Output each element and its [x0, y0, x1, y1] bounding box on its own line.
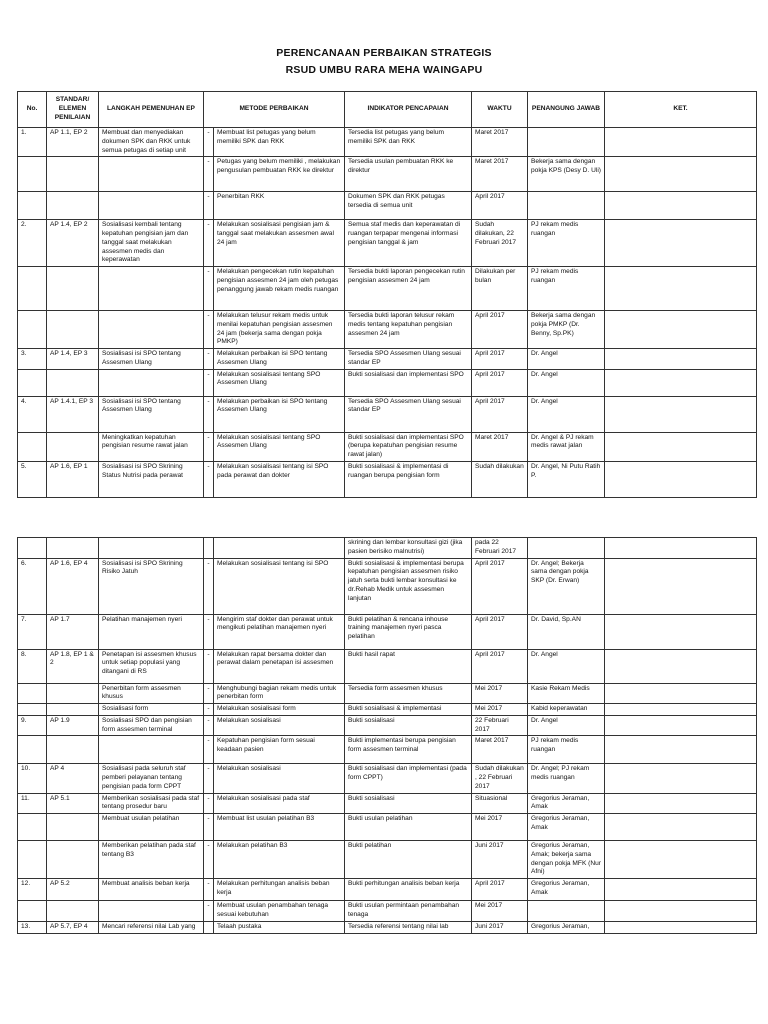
row-standar: [47, 369, 99, 396]
row-indikator: Bukti implementasi berupa pengisian form assesmen terminal: [345, 736, 472, 764]
row-number: 5.: [18, 462, 47, 498]
row-metode: Petugas yang belum memiliki , melakukan pengusulan pembuatan RKK ke direktur: [214, 157, 345, 192]
row-indikator: Bukti usulan permintaan penambahan tenaga: [345, 901, 472, 922]
row-langkah: Membuat analisis beban kerja: [99, 879, 204, 901]
table-row: [18, 432, 757, 461]
row-langkah: [99, 369, 204, 396]
row-penanggung-jawab: Dr. Angel: [528, 396, 605, 432]
table-row: [18, 192, 757, 220]
row-langkah: Sosialisasi isi SPO Skrining Risiko Jatuh: [99, 558, 204, 614]
row-penanggung-jawab: PJ rekam medis ruangan: [528, 220, 605, 267]
table-row: [18, 614, 757, 649]
table-row: [18, 715, 757, 736]
row-metode: Melakukan sosialisasi: [214, 715, 345, 736]
row-standar: [47, 683, 99, 704]
row-metode: Penerbitan RKK: [214, 192, 345, 220]
row-langkah: [99, 311, 204, 349]
row-number: 6.: [18, 558, 47, 614]
row-metode: Melakukan sosialisasi pengisian jam & tanggal saat melakukan assesmen awal 24 jam: [214, 220, 345, 267]
row-standar: [47, 901, 99, 922]
row-waktu: Sudah dilakukan , 22 Februari 2017: [472, 764, 528, 793]
row-bullet: -: [204, 736, 214, 764]
table-row: [18, 901, 757, 922]
row-ket: [605, 921, 757, 933]
row-bullet: -: [204, 841, 214, 879]
row-metode: [214, 538, 345, 559]
table-row: [18, 879, 757, 901]
row-waktu: April 2017: [472, 192, 528, 220]
row-standar: [47, 157, 99, 192]
row-bullet: -: [204, 793, 214, 814]
row-penanggung-jawab: [528, 192, 605, 220]
row-langkah: [99, 736, 204, 764]
row-langkah: Sosialisasi isi SPO tentang Assesmen Ulang: [99, 349, 204, 370]
row-indikator: Tersedia referensi tentang nilai lab: [345, 921, 472, 933]
row-standar: AP 5.7, EP 4: [47, 921, 99, 933]
row-langkah: Memberikan sosialisasi pada staf tentang prosedur baru: [99, 793, 204, 814]
row-metode: Melakukan sosialisasi tentang isi SPO pada perawat dan dokter: [214, 462, 345, 498]
row-langkah: Penerbitan form assesmen khusus: [99, 683, 204, 704]
row-standar: AP 1.4, EP 2: [47, 220, 99, 267]
row-penanggung-jawab: Bekerja sama dengan pokja PMKP (Dr. Benny, Sp.PK): [528, 311, 605, 349]
row-ket: [605, 704, 757, 716]
row-bullet: -: [204, 267, 214, 311]
row-penanggung-jawab: [528, 538, 605, 559]
header-langkah: LANGKAH PEMENUHAN EP: [99, 92, 204, 128]
table-row: [18, 793, 757, 814]
row-metode: Menghubungi bagian rekam medis untuk penerbitan form: [214, 683, 345, 704]
row-metode: Melakukan telusur rekam medis untuk menilai kepatuhan pengisian assesmen 24 jam (bekerja sama dengan pokja PMKP): [214, 311, 345, 349]
row-bullet: [204, 921, 214, 933]
row-metode: Melakukan perbaikan isi SPO tentang Assesmen Ulang: [214, 349, 345, 370]
row-standar: [47, 192, 99, 220]
table-header-row: [18, 92, 757, 128]
row-penanggung-jawab: Dr. Angel: [528, 369, 605, 396]
row-ket: [605, 349, 757, 370]
row-ket: [605, 715, 757, 736]
table-row: [18, 267, 757, 311]
row-langkah: [99, 267, 204, 311]
row-ket: [605, 683, 757, 704]
row-bullet: -: [204, 369, 214, 396]
row-bullet: -: [204, 192, 214, 220]
row-standar: [47, 538, 99, 559]
table-row: [18, 369, 757, 396]
row-waktu: Mei 2017: [472, 814, 528, 841]
row-bullet: -: [204, 396, 214, 432]
row-bullet: -: [204, 704, 214, 716]
row-number: [18, 814, 47, 841]
row-indikator: Bukti sosialisasi dan implementasi (pada form CPPT): [345, 764, 472, 793]
row-penanggung-jawab: Gregorius Jeraman, Amak: [528, 814, 605, 841]
row-metode: Melakukan pengecekan rutin kepatuhan pengisian assesmen 24 jam oleh petugas penanggung jawab rekam medis ruangan: [214, 267, 345, 311]
row-number: [18, 369, 47, 396]
table-row: [18, 683, 757, 704]
row-indikator: Tersedia SPO Assesmen Ulang sesuai standar EP: [345, 396, 472, 432]
row-langkah: [99, 192, 204, 220]
table-row: [18, 462, 757, 498]
row-indikator: Bukti sosialisasi & implementasi berupa kepatuhan pengisian assesmen risiko jatuh serta bukti lembar konsultasi ke dr.Rehab Medik untuk assesmen lanjutan: [345, 558, 472, 614]
row-penanggung-jawab: Kasie Rekam Medis: [528, 683, 605, 704]
row-bullet: -: [204, 901, 214, 922]
row-number: 10.: [18, 764, 47, 793]
row-ket: [605, 128, 757, 157]
row-penanggung-jawab: Dr. Angel, Ni Putu Ratih P.: [528, 462, 605, 498]
row-ket: [605, 192, 757, 220]
row-ket: [605, 267, 757, 311]
row-number: 1.: [18, 128, 47, 157]
table-row: [18, 349, 757, 370]
row-waktu: Maret 2017: [472, 736, 528, 764]
row-number: 9.: [18, 715, 47, 736]
row-penanggung-jawab: Gregorius Jeraman, Amak; bekerja sama dengan pokja MFK (Nur Afni): [528, 841, 605, 879]
table-row: [18, 814, 757, 841]
row-standar: [47, 704, 99, 716]
row-langkah: Membuat usulan pelatihan: [99, 814, 204, 841]
row-metode: Melakukan rapat bersama dokter dan perawat dalam penetapan isi assesmen: [214, 649, 345, 683]
row-indikator: Tersedia form assesmen khusus: [345, 683, 472, 704]
row-metode: Membuat list usulan pelatihan B3: [214, 814, 345, 841]
row-langkah: [99, 157, 204, 192]
row-number: 13.: [18, 921, 47, 933]
row-number: [18, 192, 47, 220]
document-subtitle: RSUD UMBU RARA MEHA WAINGAPU: [285, 64, 483, 76]
table-row: [18, 128, 757, 157]
row-standar: [47, 736, 99, 764]
row-langkah: Mencari referensi nilai Lab yang: [99, 921, 204, 933]
row-waktu: April 2017: [472, 349, 528, 370]
row-bullet: -: [204, 349, 214, 370]
table-row: [18, 921, 757, 933]
row-waktu: April 2017: [472, 558, 528, 614]
row-standar: AP 1.9: [47, 715, 99, 736]
header-metode: METODE PERBAIKAN: [204, 92, 345, 128]
row-indikator: Tersedia list petugas yang belum memiliki SPK dan RKK: [345, 128, 472, 157]
row-number: [18, 538, 47, 559]
row-indikator: Tersedia SPO Assesmen Ulang sesuai standar EP: [345, 349, 472, 370]
row-number: [18, 311, 47, 349]
row-ket: [605, 841, 757, 879]
table-row: [18, 538, 757, 559]
table-row: [18, 649, 757, 683]
row-langkah: Sosialisasi SPO dan pengisian form assesmen terminal: [99, 715, 204, 736]
row-indikator: Bukti sosialisasi & implementasi di ruangan berupa pengisian form: [345, 462, 472, 498]
row-standar: [47, 814, 99, 841]
row-waktu: pada 22 Februari 2017: [472, 538, 528, 559]
row-indikator: Bukti perhitungan analisis beban kerja: [345, 879, 472, 901]
row-indikator: Bukti pelatihan: [345, 841, 472, 879]
row-metode: Melakukan pelatihan B3: [214, 841, 345, 879]
row-indikator: skrining dan lembar konsultasi gizi (jika pasien berisiko malnutrisi): [345, 538, 472, 559]
row-standar: [47, 841, 99, 879]
row-ket: [605, 369, 757, 396]
row-ket: [605, 614, 757, 649]
row-number: [18, 267, 47, 311]
row-metode: Melakukan sosialisasi tentang isi SPO: [214, 558, 345, 614]
row-metode: Melakukan sosialisasi tentang SPO Assesmen Ulang: [214, 369, 345, 396]
row-langkah: [99, 538, 204, 559]
row-penanggung-jawab: Dr. Angel & PJ rekam medis rawat jalan: [528, 432, 605, 461]
row-penanggung-jawab: Dr. David, Sp.AN: [528, 614, 605, 649]
row-bullet: -: [204, 814, 214, 841]
row-waktu: Juni 2017: [472, 921, 528, 933]
row-number: 11.: [18, 793, 47, 814]
row-ket: [605, 901, 757, 922]
row-number: [18, 683, 47, 704]
row-waktu: 22 Februari 2017: [472, 715, 528, 736]
row-waktu: Maret 2017: [472, 157, 528, 192]
header-waktu: WAKTU: [472, 92, 528, 128]
row-number: [18, 704, 47, 716]
row-number: [18, 901, 47, 922]
header-standar: STANDAR/ ELEMEN PENILAIAN: [47, 92, 99, 128]
row-bullet: -: [204, 614, 214, 649]
table-row: [18, 157, 757, 192]
row-bullet: -: [204, 649, 214, 683]
row-ket: [605, 814, 757, 841]
row-metode: Membuat usulan penambahan tenaga sesuai kebutuhan: [214, 901, 345, 922]
row-langkah: Sosialisasi form: [99, 704, 204, 716]
row-standar: AP 1.8, EP 1 & 2: [47, 649, 99, 683]
row-indikator: Bukti sosialisasi dan implementasi SPO: [345, 369, 472, 396]
table-row: [18, 558, 757, 614]
row-waktu: Juni 2017: [472, 841, 528, 879]
row-ket: [605, 558, 757, 614]
row-bullet: -: [204, 311, 214, 349]
row-indikator: Tersedia bukti laporan pengecekan rutin pengisian assesmen 24 jam: [345, 267, 472, 311]
row-indikator: Tersedia usulan pembuatan RKK ke direktur: [345, 157, 472, 192]
row-waktu: Sudah dilakukan, 22 Februari 2017: [472, 220, 528, 267]
row-ket: [605, 879, 757, 901]
document-title: PERENCANAAN PERBAIKAN STRATEGIS: [276, 47, 492, 59]
row-bullet: -: [204, 432, 214, 461]
row-penanggung-jawab: [528, 901, 605, 922]
row-penanggung-jawab: Gregorius Jeraman,: [528, 921, 605, 933]
row-standar: AP 5.2: [47, 879, 99, 901]
row-metode: Membuat list petugas yang belum memiliki SPK dan RKK: [214, 128, 345, 157]
row-metode: Melakukan perhitungan analisis beban kerja: [214, 879, 345, 901]
table-row: [18, 764, 757, 793]
row-penanggung-jawab: Dr. Angel: [528, 715, 605, 736]
row-number: 12.: [18, 879, 47, 901]
row-standar: AP 1.1, EP 2: [47, 128, 99, 157]
row-langkah: Pelatihan manajemen nyeri: [99, 614, 204, 649]
row-penanggung-jawab: Kabid keperawatan: [528, 704, 605, 716]
row-number: [18, 432, 47, 461]
row-number: [18, 157, 47, 192]
plan-table-page-1: [17, 91, 757, 498]
row-ket: [605, 432, 757, 461]
row-langkah: Sosialisasi kembali tentang kepatuhan pengisian jam dan tanggal saat melakukan assesmen medis dan keperawatan: [99, 220, 204, 267]
row-langkah: Memberikan pelatihan pada staf tentang B3: [99, 841, 204, 879]
row-penanggung-jawab: [528, 128, 605, 157]
row-standar: AP 1.7: [47, 614, 99, 649]
row-langkah: Meningkatkan kepatuhan pengisian resume rawat jalan: [99, 432, 204, 461]
row-bullet: -: [204, 715, 214, 736]
row-langkah: Penetapan isi assesmen khusus untuk setiap populasi yang ditangani di RS: [99, 649, 204, 683]
row-waktu: Maret 2017: [472, 128, 528, 157]
row-ket: [605, 220, 757, 267]
row-penanggung-jawab: Dr. Angel; Bekerja sama dengan pokja SKP (Dr. Erwan): [528, 558, 605, 614]
row-standar: [47, 267, 99, 311]
row-ket: [605, 793, 757, 814]
row-waktu: Maret 2017: [472, 432, 528, 461]
row-ket: [605, 311, 757, 349]
row-indikator: Semua staf medis dan keperawatan di ruangan terpapar mengenai informasi pengisian tanggal & jam: [345, 220, 472, 267]
row-indikator: Dokumen SPK dan RKK petugas tersedia di semua unit: [345, 192, 472, 220]
row-penanggung-jawab: Gregorius Jeraman, Amak: [528, 793, 605, 814]
row-bullet: -: [204, 157, 214, 192]
row-indikator: Bukti sosialisasi: [345, 715, 472, 736]
row-waktu: Sudah dilakukan: [472, 462, 528, 498]
row-standar: AP 1.4, EP 3: [47, 349, 99, 370]
row-penanggung-jawab: Dr. Angel: [528, 649, 605, 683]
row-standar: AP 1.6, EP 1: [47, 462, 99, 498]
row-metode: Melakukan sosialisasi tentang SPO Assesmen Ulang: [214, 432, 345, 461]
row-standar: AP 1.6, EP 4: [47, 558, 99, 614]
row-standar: AP 1.4.1, EP 3: [47, 396, 99, 432]
row-metode: Melakukan sosialisasi: [214, 764, 345, 793]
row-langkah: Sosialisasi pada seluruh staf pemberi pelayanan tentang pengisian pada form CPPT: [99, 764, 204, 793]
row-ket: [605, 396, 757, 432]
table-row: [18, 311, 757, 349]
plan-table-page-2: [17, 537, 757, 934]
row-metode: Telaah pustaka: [214, 921, 345, 933]
row-standar: [47, 311, 99, 349]
table-row: [18, 396, 757, 432]
row-bullet: -: [204, 879, 214, 901]
row-bullet: -: [204, 558, 214, 614]
row-bullet: [204, 538, 214, 559]
table-row: [18, 704, 757, 716]
row-waktu: April 2017: [472, 369, 528, 396]
table-row: [18, 736, 757, 764]
header-penanggung-jawab: PENANGUNG JAWAB: [528, 92, 605, 128]
row-waktu: Mei 2017: [472, 704, 528, 716]
row-number: 2.: [18, 220, 47, 267]
row-penanggung-jawab: Dr. Angel; PJ rekam medis ruangan: [528, 764, 605, 793]
row-metode: Melakukan sosialisasi form: [214, 704, 345, 716]
row-bullet: -: [204, 683, 214, 704]
row-waktu: April 2017: [472, 614, 528, 649]
row-standar: [47, 432, 99, 461]
row-number: 4.: [18, 396, 47, 432]
row-metode: Melakukan sosialisasi pada staf: [214, 793, 345, 814]
row-penanggung-jawab: Bekerja sama dengan pokja KPS (Desy D. Uli): [528, 157, 605, 192]
row-penanggung-jawab: Gregorius Jeraman, Amak: [528, 879, 605, 901]
row-metode: Melakukan perbaikan isi SPO tentang Assesmen Ulang: [214, 396, 345, 432]
row-waktu: April 2017: [472, 396, 528, 432]
row-indikator: Bukti pelatihan & rencana inhouse training manajemen nyeri pasca pelatihan: [345, 614, 472, 649]
row-indikator: Bukti sosialisasi: [345, 793, 472, 814]
row-waktu: April 2017: [472, 879, 528, 901]
row-bullet: -: [204, 128, 214, 157]
row-penanggung-jawab: Dr. Angel: [528, 349, 605, 370]
row-bullet: -: [204, 462, 214, 498]
row-waktu: April 2017: [472, 311, 528, 349]
row-indikator: Tersedia bukti laporan telusur rekam medis tentang kepatuhan pengisian assesmen 24 jam: [345, 311, 472, 349]
row-number: 7.: [18, 614, 47, 649]
row-standar: AP 4: [47, 764, 99, 793]
row-ket: [605, 538, 757, 559]
table-row: [18, 220, 757, 267]
row-bullet: -: [204, 220, 214, 267]
row-number: [18, 841, 47, 879]
row-indikator: Bukti usulan pelatihan: [345, 814, 472, 841]
row-ket: [605, 462, 757, 498]
header-ket: KET.: [605, 92, 757, 128]
row-penanggung-jawab: PJ rekam medis ruangan: [528, 267, 605, 311]
row-waktu: Situasional: [472, 793, 528, 814]
row-number: [18, 736, 47, 764]
row-waktu: Mei 2017: [472, 683, 528, 704]
row-metode: Mengirim staf dokter dan perawat untuk mengikuti pelatihan manajemen nyeri: [214, 614, 345, 649]
row-indikator: Bukti sosialisasi dan implementasi SPO (berupa kepatuhan pengisian resume rawat jalan): [345, 432, 472, 461]
row-waktu: Dilakukan per bulan: [472, 267, 528, 311]
row-langkah: Sosialisasi isi SPO Skrining Status Nutrisi pada perawat: [99, 462, 204, 498]
row-indikator: Bukti hasil rapat: [345, 649, 472, 683]
row-waktu: Mei 2017: [472, 901, 528, 922]
row-ket: [605, 649, 757, 683]
row-metode: Kepatuhan pengisian form sesuai keadaan pasien: [214, 736, 345, 764]
row-ket: [605, 764, 757, 793]
row-number: 3.: [18, 349, 47, 370]
header-indikator: INDIKATOR PENCAPAIAN: [345, 92, 472, 128]
row-number: 8.: [18, 649, 47, 683]
row-langkah: Sosialisasi isi SPO tentang Assesmen Ulang: [99, 396, 204, 432]
row-indikator: Bukti sosialisasi & implementasi: [345, 704, 472, 716]
row-bullet: -: [204, 764, 214, 793]
row-ket: [605, 157, 757, 192]
row-waktu: April 2017: [472, 649, 528, 683]
table-row: [18, 841, 757, 879]
row-langkah: Membuat dan menyediakan dokumen SPK dan RKK untuk semua petugas di setiap unit: [99, 128, 204, 157]
row-langkah: [99, 901, 204, 922]
row-ket: [605, 736, 757, 764]
header-no: No.: [18, 92, 47, 128]
row-penanggung-jawab: PJ rekam medis ruangan: [528, 736, 605, 764]
row-standar: AP 5.1: [47, 793, 99, 814]
